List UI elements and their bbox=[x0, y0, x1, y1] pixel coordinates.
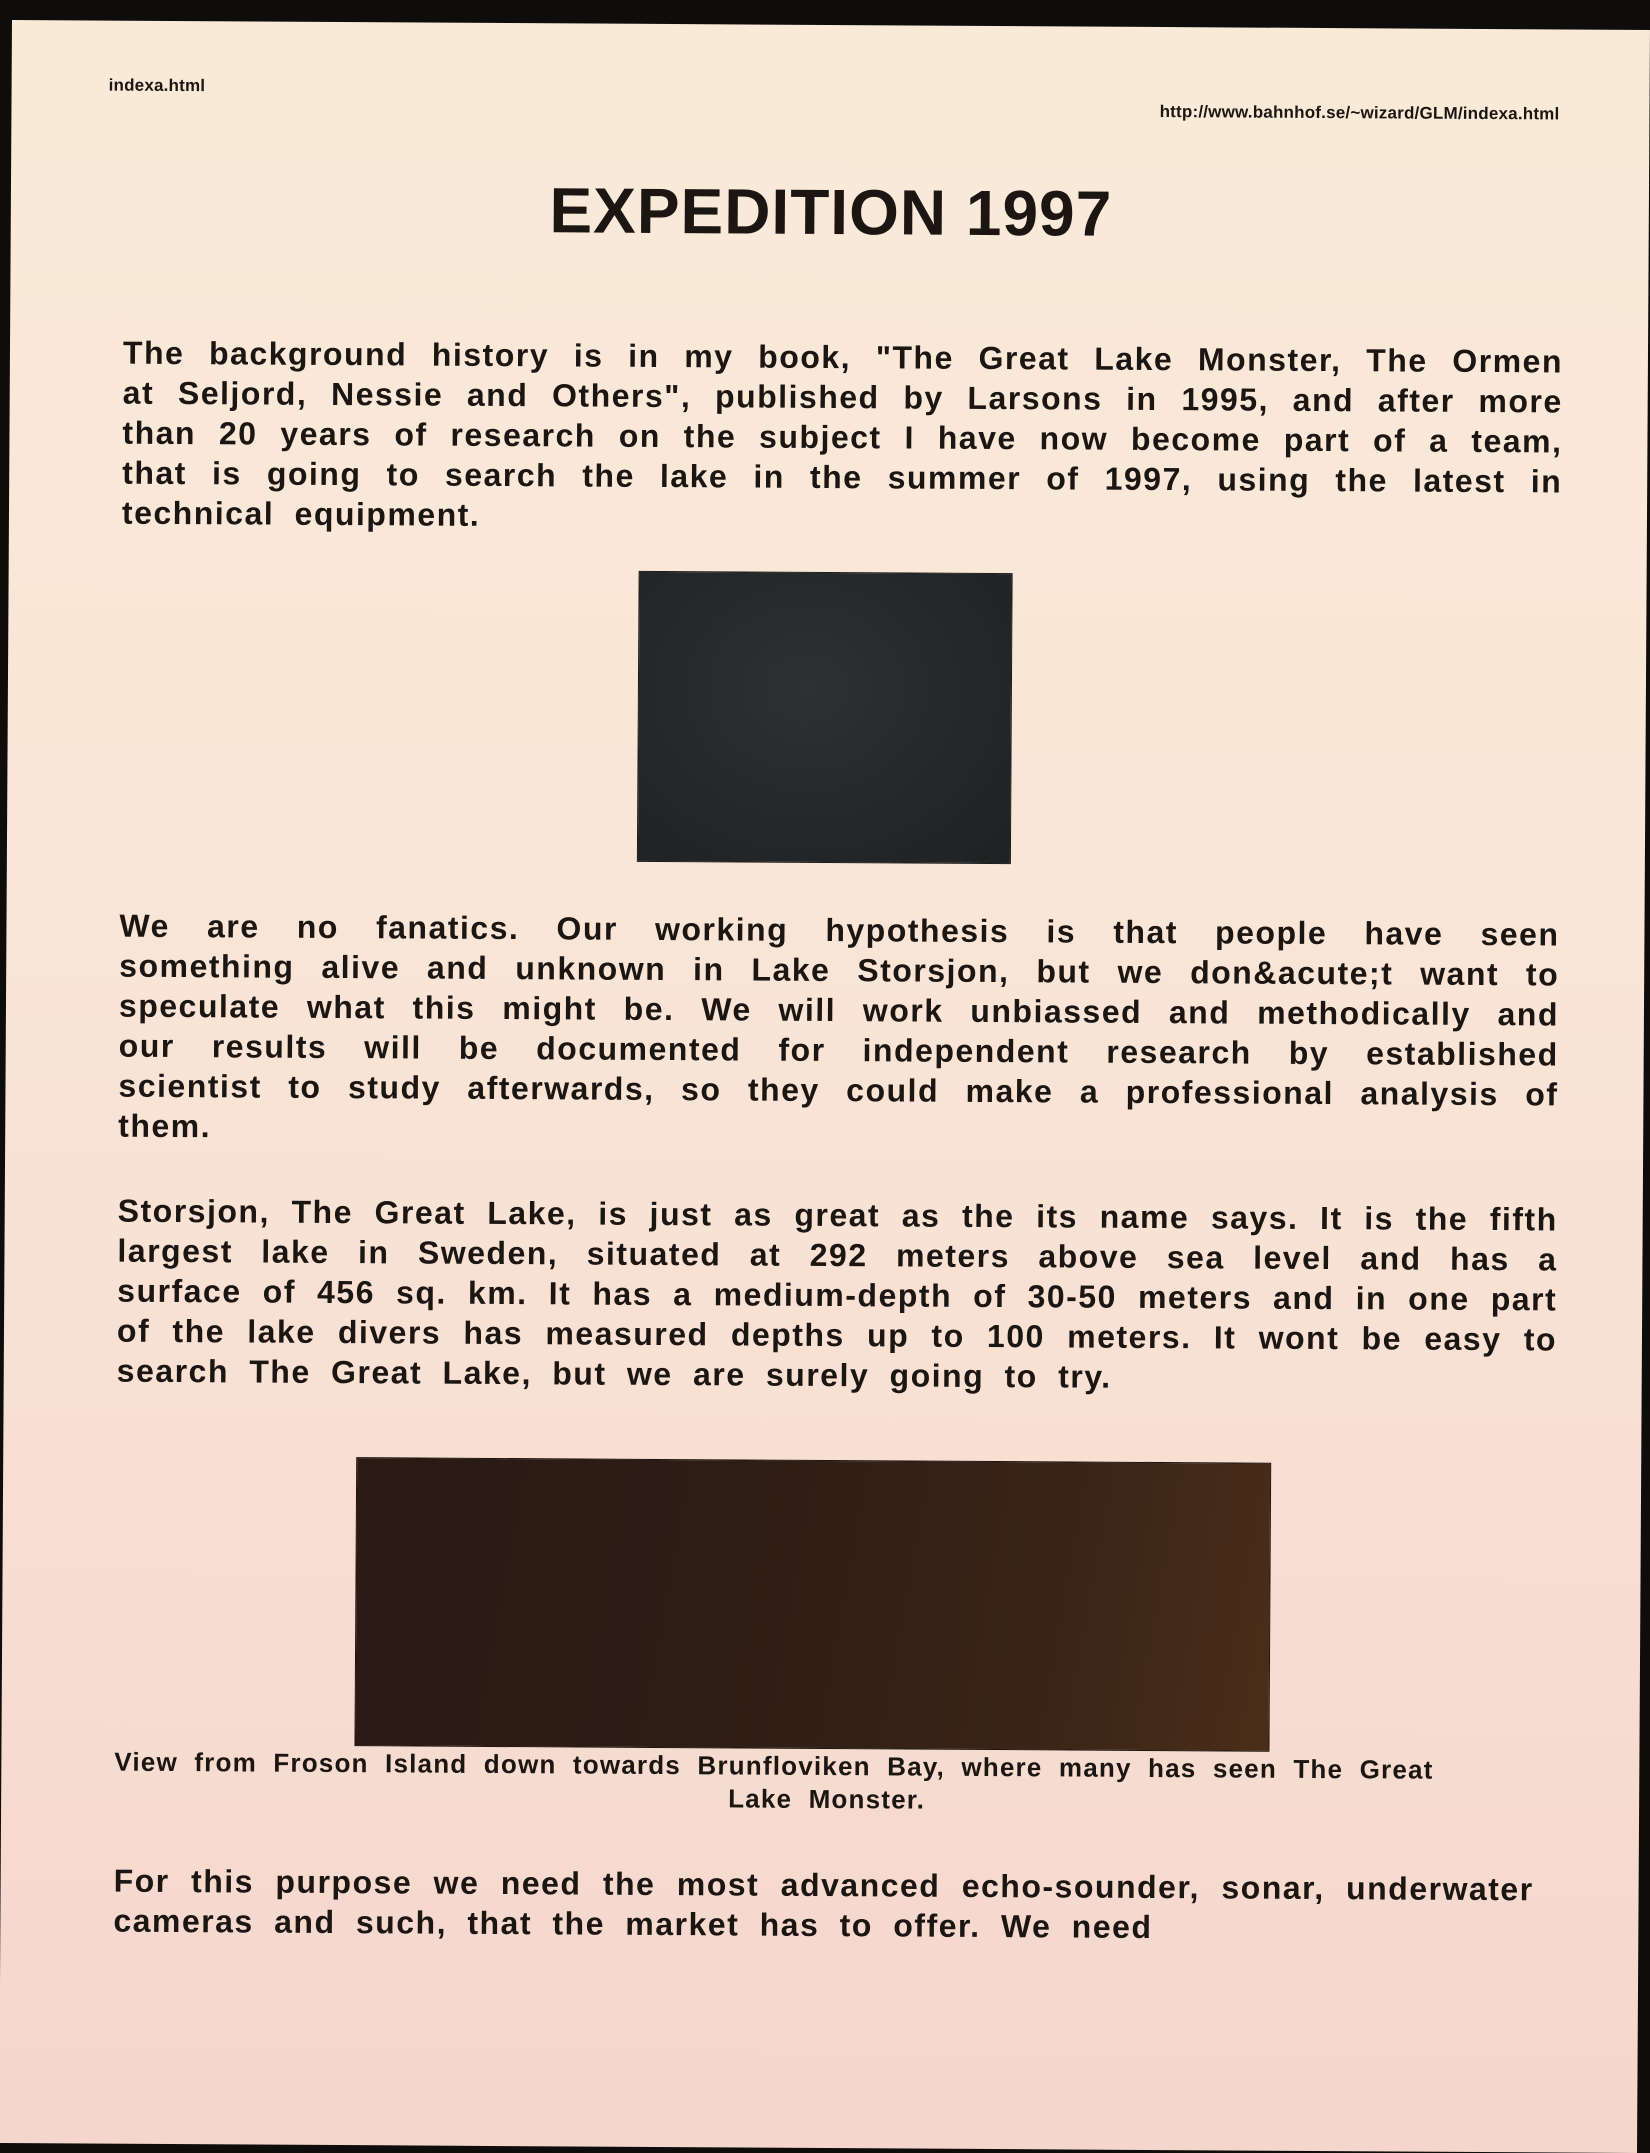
page-title: EXPEDITION 1997 bbox=[549, 174, 1113, 250]
caption-line-1: View from Froson Island down towards Brunfloviken Bay, where many has seen The Great bbox=[114, 1746, 1434, 1785]
caption-line-2: Lake Monster. bbox=[728, 1783, 926, 1815]
expedition-photo bbox=[637, 571, 1013, 864]
photo-caption bbox=[114, 1746, 1539, 1821]
paragraph-lake-facts: Storsjon, The Great Lake, is just as great as the its name says. It is the fifth largest lake in Sweden, situated at 292 meters above sea level and has a surface of 456 sq. km. It has a medium-depth of 30-50 meters and in one part of the lake divers has measured depths up to 100 meters. It wont be easy to search The Great Lake, but we are surely going to try. bbox=[116, 1192, 1558, 1395]
paragraph-equipment: For this purpose we need the most advanced echo-sounder, sonar, underwater cameras and such, that the market has to offer. We need bbox=[113, 1862, 1534, 1946]
paragraph-hypothesis: We are no fanatics. Our working hypothesis is that people have seen something alive and unknown in Lake Storsjon, but we don&acute;t want to speculate what this might be. We will work unbiassed and methodically and our results will be documented for independent research by established scientist to study afterwards, so they could make a professional analysis of them. bbox=[118, 907, 1560, 1145]
paragraph-background: The background history is in my book, "The Great Lake Monster, The Ormen at Seljord, Nessie and Others", published by Larsons in 1995, and after more than 20 years of research on the subject I have now become part of a team, that is going to search the lake in the summer of 1997, using the latest in technical equipment. bbox=[121, 334, 1564, 533]
page-url: http://www.bahnhof.se/~wizard/GLM/indexa.html bbox=[1159, 102, 1560, 124]
lake-view-photo bbox=[354, 1457, 1271, 1752]
printed-page bbox=[0, 20, 1650, 2153]
page-filename: indexa.html bbox=[108, 75, 206, 96]
